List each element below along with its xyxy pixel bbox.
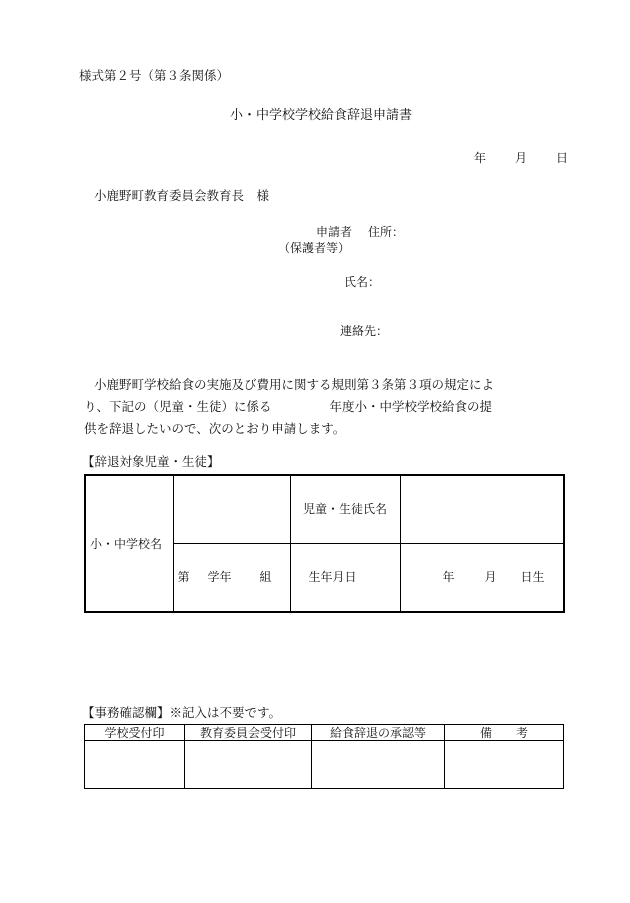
- addressee: 小鹿野町教育委員会教育長 様: [94, 188, 270, 203]
- statement-line-2: [84, 396, 556, 418]
- statement-line-1: 小鹿野町学校給食の実施及び費用に関する規則第３条第３項の規定によ: [94, 377, 495, 392]
- statement-line-2-end: 年度小・中学校学校給食の提: [329, 399, 493, 414]
- date-month-label: 月: [515, 151, 528, 165]
- board-receipt-stamp-cell: [185, 741, 312, 789]
- birth-year-label: 年: [442, 570, 455, 585]
- school-receipt-stamp-cell: [85, 741, 185, 789]
- remarks-cell: [445, 741, 564, 789]
- office-use-table: [84, 724, 564, 789]
- school-name-cell: [173, 475, 290, 543]
- target-section-heading: 【辞退対象児童・生徒】: [82, 454, 220, 469]
- document-title: 小・中学校学校給食辞退申請書: [230, 108, 413, 123]
- statement-line-3: 供を辞退したいので、次のとおり申請します。: [84, 421, 346, 436]
- remarks-header: 備 考: [445, 725, 564, 741]
- request-statement: [84, 374, 556, 440]
- student-name-cell: [400, 475, 564, 543]
- statement-line-2-start: り、下記の（児童・生徒）に係る: [84, 399, 272, 414]
- grade-prefix: 第: [177, 570, 190, 585]
- contact-label: 連絡先：: [340, 324, 389, 338]
- office-section-heading: 【事務確認欄】※記入は不要です。: [82, 705, 282, 720]
- student-name-label: 児童・生徒氏名: [290, 475, 400, 543]
- target-student-table: [84, 474, 565, 613]
- name-label: 氏名：: [344, 275, 381, 289]
- applicant-label: 申請者: [316, 225, 353, 239]
- birth-day-label: 日生: [520, 570, 545, 585]
- guardian-note: （保護者等）: [278, 241, 351, 255]
- address-label: 住所：: [368, 225, 405, 239]
- grade-label: 学年: [207, 570, 232, 585]
- birthdate-cell: [400, 543, 564, 612]
- date-day-label: 日: [556, 151, 569, 165]
- form-number: 様式第２号（第３条関係）: [79, 68, 230, 83]
- birthdate-label: 生年月日: [290, 543, 400, 612]
- class-label: 組: [259, 570, 272, 585]
- date-year-label: 年: [474, 151, 487, 165]
- approval-header: 給食辞退の承認等: [312, 725, 445, 741]
- school-name-label: 小・中学校名: [85, 475, 173, 612]
- board-receipt-header: 教育委員会受付印: [185, 725, 312, 741]
- approval-cell: [312, 741, 445, 789]
- school-receipt-header: 学校受付印: [85, 725, 185, 741]
- birth-month-label: 月: [484, 570, 497, 585]
- grade-class-cell: [173, 543, 290, 612]
